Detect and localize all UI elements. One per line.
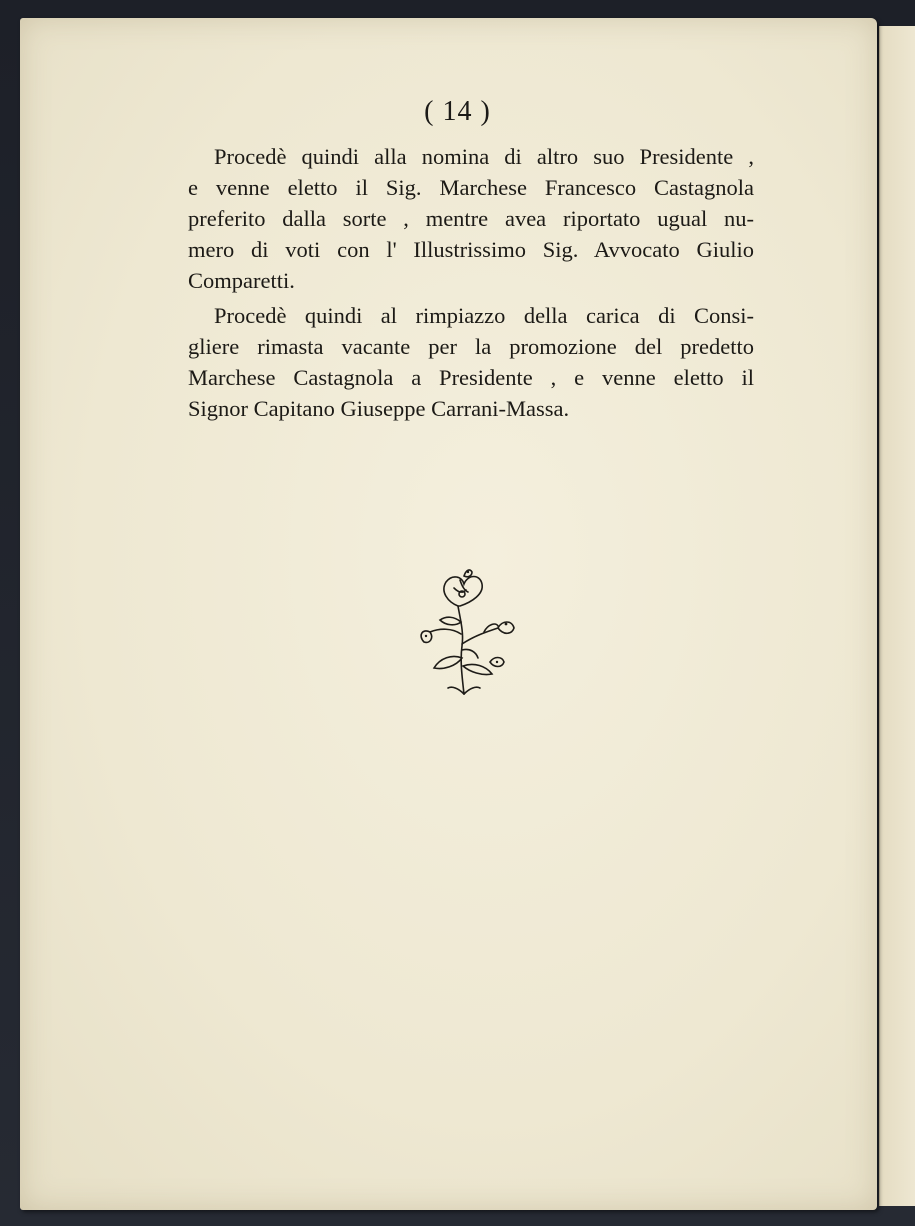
text-line: Signor Capitano Giuseppe Carrani-Massa. (188, 396, 570, 421)
text-line: Marchese Castagnola a Presidente , e venne eletto il (188, 365, 754, 390)
text-line: preferito dalla sorte , mentre avea riportato ugual nu- (188, 206, 754, 231)
paragraph (188, 300, 754, 424)
floral-vignette-icon (412, 566, 522, 696)
text-line: mero di voti con l' Illustrissimo Sig. Avvocato Giulio (188, 237, 754, 262)
adjacent-page-edge (879, 26, 915, 1206)
text-line: Comparetti. (188, 268, 295, 293)
paragraph (188, 141, 754, 296)
page-number: ( 14 ) (424, 96, 491, 127)
text-line: Procedè quindi alla nomina di altro suo Presidente , (214, 144, 754, 169)
text-line: gliere rimasta vacante per la promozione del predetto (188, 334, 754, 359)
text-line: Procedè quindi al rimpiazzo della carica di Consi- (214, 303, 754, 328)
body-text (188, 141, 754, 424)
text-line: e venne eletto il Sig. Marchese Francesco Castagnola (188, 175, 754, 200)
